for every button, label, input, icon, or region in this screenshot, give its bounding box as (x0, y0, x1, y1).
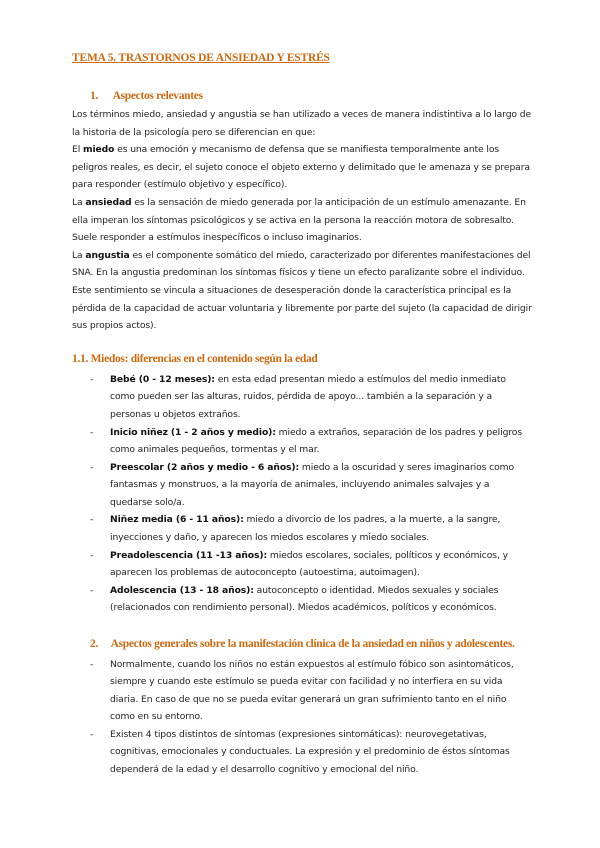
age-description: miedos escolares, sociales, políticos y económicos, y aparecen los problemas de autoconcepto (autoestima, autoimagen). (110, 549, 508, 579)
angustia-prefix: La (72, 249, 86, 261)
intro-paragraph: Los términos miedo, ansiedad y angustia se han utilizado a veces de manera indistintiva a lo largo de la historia de la psicología pero se diferencian en que: (72, 109, 532, 138)
clinical-aspects-list (90, 656, 530, 779)
bullet-dash: - (90, 659, 94, 670)
list-item (90, 459, 530, 511)
list-item (90, 371, 530, 423)
bullet-dash: - (90, 461, 94, 473)
list-item (90, 547, 530, 582)
section-1-number: 1. (90, 90, 99, 102)
bullet-dash: - (90, 729, 94, 741)
section-1-1-heading: 1.1. Miedos: diferencias en el contenido según la edad (72, 353, 318, 365)
miedo-paragraph (72, 141, 534, 194)
age-label: Niñez media (6 - 11 años): (110, 514, 244, 526)
list-item (90, 656, 530, 726)
angustia-definition: es el componente somático del miedo, caracterizado por diferentes manifestaciones del SNA. En la angustia predominan los síntomas físicos y tiene un efecto paralizante sobre el individuo. Este sentimiento se vincula a situaciones de desesperación donde la característica principal es la pérdida de la capacidad de actuar voluntaria y libremente por parte del sujeto (la capacidad de dirigir sus propios actos). (72, 249, 532, 332)
angustia-term: angustia (85, 249, 130, 261)
section-1-title: Aspectos relevantes (112, 90, 203, 102)
section-2-heading (90, 638, 515, 650)
list-item (90, 511, 530, 546)
age-description: miedo a la oscuridad y seres imaginarios como fantasmas y monstruos, a la mayoría de animales, incluyendo animales salvajes y a quedarse solo/a. (110, 461, 515, 508)
list-item-text: Existen 4 tipos distintos de síntomas (expresiones sintomáticas): neurovegetativas, cognitivas, emocionales y conductuales. La expresión y el predominio de éstos síntomas dependerá de la edad y el desarrollo cognitivo y emocional del niño. (110, 729, 510, 775)
bullet-dash: - (90, 549, 94, 561)
ansiedad-paragraph (72, 194, 534, 247)
angustia-paragraph (72, 247, 534, 335)
ansiedad-term: ansiedad (85, 196, 132, 208)
bullet-dash: - (90, 584, 94, 596)
list-item (90, 582, 530, 617)
bullet-dash: - (90, 514, 94, 526)
age-fears-list (90, 371, 530, 617)
bullet-dash: - (90, 426, 94, 438)
ansiedad-definition: es la sensación de miedo generada por la anticipación de un estímulo amenazante. En ella imperan los síntomas psicológicos y se activa en la persona la reacción motora de sobresalto. Suele responder a estímulos inespecíficos o incluso imaginarios. (72, 196, 526, 244)
section-2-title: Aspectos generales sobre la manifestación clínica de la ansiedad en niños y adolescentes. (110, 638, 515, 650)
age-description: miedo a extraños, separación de los padres y peligros como animales pequeños, tormentas y el mar. (110, 426, 523, 456)
miedo-definition: es una emoción y mecanismo de defensa que se manifiesta temporalmente ante los peligros reales, es decir, el sujeto conoce el objeto externo y delimitado que le amenaza y se prepara para responder (estímulo objetivo y específico). (72, 144, 530, 191)
list-item (90, 726, 530, 778)
age-label: Preadolescencia (11 -13 años): (110, 549, 268, 561)
section-2-number: 2. (90, 638, 99, 650)
age-description: miedo a divorcio de los padres, a la muerte, a la sangre, inyecciones y daño, y aparecen los miedos escolares y miedo sociales. (110, 514, 501, 543)
list-item (90, 424, 530, 459)
age-label: Bebé (0 - 12 meses): (110, 374, 215, 385)
ansiedad-prefix: La (72, 196, 86, 208)
age-description: en esta edad presentan miedo a estímulos del medio inmediato como pueden ser las alturas, ruidos, pérdida de apoyo... también a la separación y a personas u objetos extraños. (110, 374, 506, 420)
age-label: Adolescencia (13 - 18 años): (110, 584, 254, 596)
age-label: Inicio niñez (1 - 2 años y medio): (110, 426, 276, 438)
age-description: autoconcepto o identidad. Miedos sexuales y sociales (relacionados con rendimiento personal). Miedos académicos, políticos y económicos. (110, 584, 499, 614)
list-item-text: Normalmente, cuando los niños no están expuestos al estímulo fóbico son asintomáticos, siempre y cuando este estímulo se pueda evitar con facilidad y no interfiera en su vida diaria. En caso de que no se pueda evitar generará un gran sufrimiento tanto en el niño como en su entorno. (110, 659, 514, 723)
section-1-body (72, 106, 534, 335)
bullet-dash: - (90, 374, 94, 385)
age-label: Preescolar (2 años y medio - 6 años): (110, 461, 300, 473)
section-1-heading (90, 90, 203, 102)
document-title: TEMA 5. TRASTORNOS DE ANSIEDAD Y ESTRÉS (72, 52, 330, 64)
miedo-term: miedo (82, 144, 115, 156)
miedo-prefix: El (72, 144, 83, 156)
